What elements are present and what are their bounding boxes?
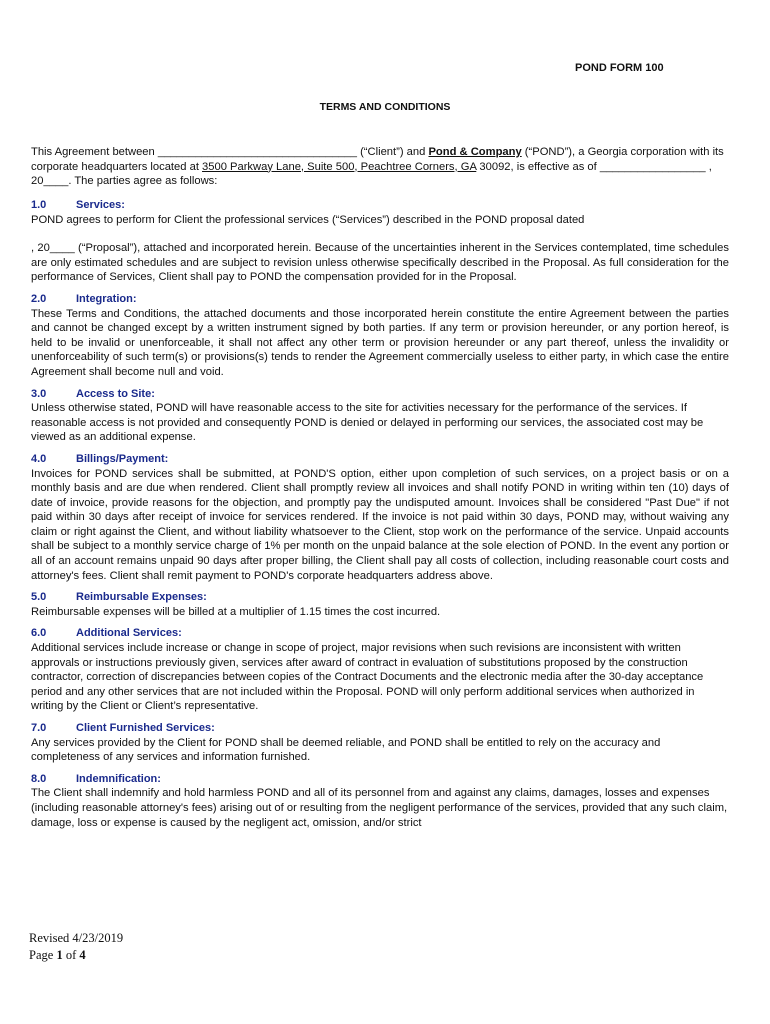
section-heading xyxy=(31,590,729,605)
intro-text-1: This Agreement between ________________________________ (“Client”) and xyxy=(31,146,429,158)
section-number: 3.0 xyxy=(31,387,47,400)
section-heading xyxy=(31,452,729,467)
section-heading xyxy=(31,721,729,736)
section-number: 8.0 xyxy=(31,772,47,785)
section-text: These Terms and Conditions, the attached documents and those incorporated herein constitute the entire Agreement between the parties and cannot be changed except by a written instrument signed by both parties. If any term or provision hereunder, or any portion hereof, is held to be invalid or unenforceable, it shall not affect any other term or provision hereunder or any part thereof, unless the invalidity or unenforceability of such term(s) or provisions(s) tends to render the Agreement commercially useless to either party, in which case the entire Agreement shall become null and void. xyxy=(31,307,729,378)
section-number: 1.0 xyxy=(31,199,47,211)
intro-text-3: 30092, is effective as of _________________ , 20____. The parties agree as follows: xyxy=(31,160,712,188)
revision-date: Revised 4/23/2019 xyxy=(29,931,124,945)
section-text: Any services provided by the Client for POND shall be deemed reliable, and POND shall be entitled to rely on the accuracy and completeness of any services and information furnished. xyxy=(31,736,661,764)
section-title: Client Furnished Services: xyxy=(76,722,215,734)
section-reimbursable-expenses xyxy=(31,590,729,619)
section-text-continued: , 20____ (“Proposal”), attached and incorporated herein. Because of the uncertainties inherent in the Services contemplated, time schedules are only estimated schedules and are subject to revision unless otherwise specifically described in the Proposal. As full consideration for the performance of Services, Client shall pay to POND the compensation provided for in the Proposal. xyxy=(31,242,729,284)
section-title: Additional Services: xyxy=(76,627,182,640)
section-number: 6.0 xyxy=(31,627,47,640)
section-title: Indemnification: xyxy=(76,772,161,785)
section-indemnification xyxy=(31,772,729,830)
section-title: Access to Site: xyxy=(76,387,155,400)
section-heading xyxy=(31,387,729,402)
company-name: Pond & Company xyxy=(428,146,522,158)
section-title: Reimbursable Expenses: xyxy=(76,591,207,604)
hq-address: 3500 Parkway Lane, Suite 500, Peachtree Corners, GA xyxy=(202,160,477,173)
section-heading xyxy=(31,292,729,307)
form-id: POND FORM 100 xyxy=(575,62,664,74)
intro-paragraph xyxy=(31,145,729,191)
section-client-furnished-services xyxy=(31,721,729,765)
section-access-to-site xyxy=(31,387,729,445)
section-text: The Client shall indemnify and hold harmless POND and all of its personnel from and against any claims, damages, losses and expenses (including reasonable attorney's fees) arising out of or resulting from the negligent performance of the services, provided that any such claim, damage, loss or expense is caused by the negligent act, omission, and/or strict xyxy=(31,787,728,829)
section-text: Reimbursable expenses will be billed at a multiplier of 1.15 times the cost incurred. xyxy=(31,605,441,618)
section-heading xyxy=(31,772,729,787)
section-text: Invoices for POND services shall be submitted, at POND'S option, either upon completion of such services, on a project basis or on a monthly basis and are due when rendered. Client shall promptly review all invoices and shall notify POND in writing within ten (10) days of date of invoice, provide reasons for the objection, and promptly pay the undisputed amount. Invoices shall be considered "Past Due" if not paid within 30 days after receipt of invoice for services rendered. If the invoice is not paid within 30 days, POND may, without waiving any claim or right against the Client, and without liability whatsoever to the Client, stop work on the performance of the service. Unpaid accounts shall be subject to a monthly service charge of 1% per month on the unpaid balance at the sole election of POND. In the event any portion or all of an account remains unpaid 90 days after proper billing, the Client shall pay all costs of collection, including reasonable court costs and attorney's fees. Client shall remit payment to POND's corporate headquarters address above. xyxy=(31,467,729,582)
section-text: Unless otherwise stated, POND will have reasonable access to the site for activities necessary for the performance of the services. If reasonable access is not provided and consequently POND is denied or delayed in performing our services, the associated cost may be viewed as an additional expense. xyxy=(31,402,704,444)
document-body xyxy=(31,145,729,830)
section-heading xyxy=(31,198,729,213)
section-text: Additional services include increase or change in scope of project, major revisions when such revisions are inconsistent with written approvals or instructions previously given, services after award of contract in evaluation of substitutions proposed by the construction contractor, correction of discrepancies between copies of the Contract Documents and the electronic media after the 30-day acceptance period and any other services that are not included within the Proposal. POND will only perform additional services when authorized in writing by the Client or Client’s representative. xyxy=(31,642,704,713)
section-title: Billings/Payment: xyxy=(76,452,169,465)
section-number: 5.0 xyxy=(31,591,47,604)
section-billings-payment xyxy=(31,452,729,583)
section-additional-services xyxy=(31,626,729,714)
intro-text-2: (“POND”), a Georgia corporation with its corporate headquarters located at xyxy=(31,146,724,173)
section-services xyxy=(31,198,729,285)
section-heading xyxy=(31,626,729,641)
section-number: 2.0 xyxy=(31,292,47,305)
section-text: POND agrees to perform for Client the professional services (“Services”) described in the POND proposal dated xyxy=(31,213,585,226)
section-integration xyxy=(31,292,729,380)
document-title: TERMS AND CONDITIONS xyxy=(319,101,451,113)
section-title: Integration: xyxy=(76,292,137,305)
section-number: 7.0 xyxy=(31,722,47,734)
section-title: Services: xyxy=(76,199,125,211)
section-number: 4.0 xyxy=(31,452,47,465)
page-number: Page 1 of 4 xyxy=(29,948,86,962)
page-footer xyxy=(29,930,123,964)
